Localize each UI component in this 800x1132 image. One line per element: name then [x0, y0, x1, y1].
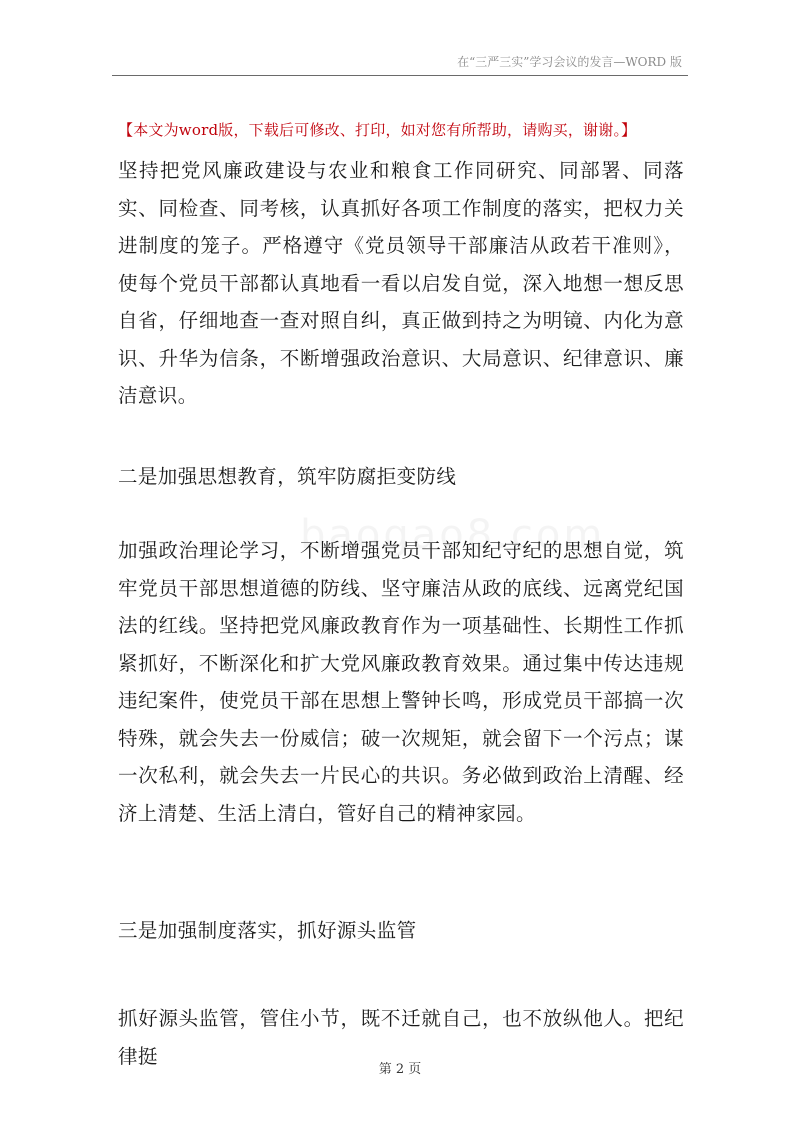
- paragraph-1: 坚持把党风廉政建设与农业和粮食工作同研究、同部署、同落实、同检查、同考核，认真抓好各项工作制度的落实，把权力关进制度的笼子。严格遵守《党员领导干部廉洁从政若干准则》，使每个党员干部都认真地看一看以启发自觉，深入地想一想反思自省，仔细地查一查对照自纠，真正做到持之为明镜、内化为意识、升华为信条，不断增强政治意识、大局意识、纪律意识、廉洁意识。: [118, 159, 684, 407]
- page-number: 第 2 页: [378, 1062, 422, 1077]
- paragraph-3: 抓好源头监管，管住小节，既不迁就自己，也不放纵他人。把纪律挺: [118, 1007, 684, 1068]
- section-heading-3: 三是加强制度落实，抓好源头监管: [118, 919, 417, 942]
- header-title: 在“三严三实”学习会议的发言—WORD 版: [457, 55, 682, 69]
- header-rule: [112, 75, 688, 76]
- purchase-notice: 【本文为word版，下载后可修改、打印，如对您有所帮助，请购买，谢谢。】: [118, 121, 637, 139]
- section-heading-2: 二是加强思想教育，筑牢防腐拒变防线: [118, 465, 457, 488]
- paragraph-2: 加强政治理论学习，不断增强党员干部知纪守纪的思想自觉，筑牢党员干部思想道德的防线、坚守廉洁从政的底线、远离党纪国法的红线。坚持把党风廉政教育作为一项基础性、长期性工作抓紧抓好，不断深化和扩大党风廉政教育效果。通过集中传达违规违纪案件，使党员干部在思想上警钟长鸣，形成党员干部搞一次特殊，就会失去一份威信；破一次规矩，就会留下一个污点；谋一次私利，就会失去一片民心的共识。务必做到政治上清醒、经济上清楚、生活上清白，管好自己的精神家园。: [118, 539, 684, 825]
